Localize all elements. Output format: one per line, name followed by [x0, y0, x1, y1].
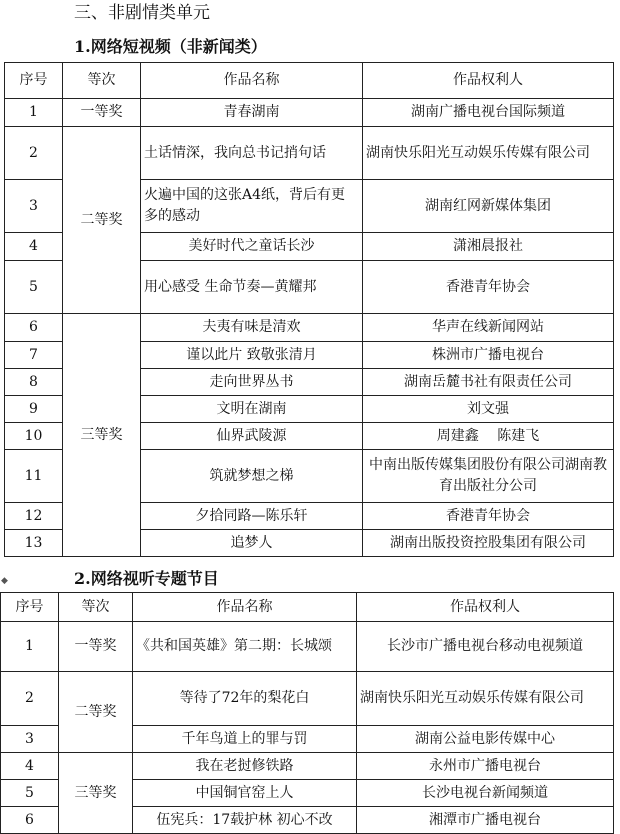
cell-work: 《共和国英雄》第二期：长城颂 [133, 622, 357, 672]
cell-work: 等待了72年的梨花白 [133, 672, 357, 726]
cell-owner: 香港青年协会 [363, 261, 614, 314]
cell-work: 我在老挝修铁路 [133, 753, 357, 780]
cell-work: 夕拾同路—陈乐轩 [141, 503, 363, 530]
cell-work: 美好时代之童话长沙 [141, 233, 363, 261]
cell-no: 3 [5, 180, 63, 233]
cell-owner: 刘文强 [363, 396, 614, 423]
header-owner: 作品权利人 [357, 593, 614, 622]
cell-owner: 湖南广播电视台国际频道 [363, 99, 614, 127]
cell-work: 仙界武陵源 [141, 423, 363, 450]
cell-owner: 湖南红网新媒体集团 [363, 180, 614, 233]
cell-owner: 长沙市广播电视台移动电视频道 [357, 622, 614, 672]
table-row [1, 753, 614, 780]
cell-work: 谨以此片 致敬张清月 [141, 342, 363, 369]
cell-work: 夫夷有味是清欢 [141, 314, 363, 342]
header-rank: 等次 [63, 63, 141, 99]
cell-owner: 长沙电视台新闻频道 [357, 780, 614, 807]
cell-no: 9 [5, 396, 63, 423]
table1-title: 1.网络短视频（非新闻类） [74, 37, 267, 56]
cell-no: 2 [1, 672, 59, 726]
cell-no: 3 [1, 726, 59, 753]
cell-work: 中国铜官窑上人 [133, 780, 357, 807]
cell-no: 7 [5, 342, 63, 369]
cell-work: 文明在湖南 [141, 396, 363, 423]
table-row [1, 622, 614, 672]
cell-work: 筑就梦想之梯 [141, 450, 363, 503]
table-short-video [4, 62, 614, 557]
cell-rank: 三等奖 [59, 753, 133, 834]
cell-rank: 三等奖 [63, 314, 141, 557]
cell-work: 土话情深，我向总书记捎句话 [141, 127, 363, 180]
cell-no: 5 [1, 780, 59, 807]
table-header-row [1, 593, 614, 622]
cell-rank: 二等奖 [59, 672, 133, 753]
table-special-program [0, 592, 614, 834]
cell-owner: 华声在线新闻网站 [363, 314, 614, 342]
cell-owner: 湖南岳麓书社有限责任公司 [363, 369, 614, 396]
cell-work: 千年鸟道上的罪与罚 [133, 726, 357, 753]
cell-owner: 潇湘晨报社 [363, 233, 614, 261]
cell-no: 2 [5, 127, 63, 180]
cell-no: 5 [5, 261, 63, 314]
header-owner: 作品权利人 [363, 63, 614, 99]
cell-owner: 株洲市广播电视台 [363, 342, 614, 369]
cell-work: 伍宪兵：17载护林 初心不改 [133, 807, 357, 834]
header-work: 作品名称 [141, 63, 363, 99]
header-work: 作品名称 [133, 593, 357, 622]
table-row [5, 314, 614, 342]
cell-no: 8 [5, 369, 63, 396]
cell-work: 用心感受 生命节奏—黄耀邦 [141, 261, 363, 314]
cell-no: 6 [1, 807, 59, 834]
section-title: 三、非剧情类单元 [74, 3, 210, 23]
table-row [1, 672, 614, 726]
cell-no: 4 [5, 233, 63, 261]
cell-rank: 二等奖 [63, 127, 141, 314]
cell-owner: 香港青年协会 [363, 503, 614, 530]
cell-work: 火遍中国的这张A4纸，背后有更多的感动 [141, 180, 363, 233]
table2-title: 2.网络视听专题节目 [74, 569, 219, 588]
cell-no: 4 [1, 753, 59, 780]
cell-work: 青春湖南 [141, 99, 363, 127]
cell-owner: 湖南公益电影传媒中心 [357, 726, 614, 753]
cell-owner: 周建鑫 陈建飞 [363, 423, 614, 450]
cell-rank: 一等奖 [59, 622, 133, 672]
cell-no: 13 [5, 530, 63, 557]
cell-no: 1 [1, 622, 59, 672]
header-rank: 等次 [59, 593, 133, 622]
cell-rank: 一等奖 [63, 99, 141, 127]
table-row [5, 99, 614, 127]
cursor-marker-icon: ◆ [1, 576, 8, 586]
table-header-row [5, 63, 614, 99]
cell-work: 走向世界丛书 [141, 369, 363, 396]
cell-owner: 湖南快乐阳光互动娱乐传媒有限公司 [357, 672, 614, 726]
cell-work: 追梦人 [141, 530, 363, 557]
cell-no: 6 [5, 314, 63, 342]
cell-no: 12 [5, 503, 63, 530]
table-row [5, 127, 614, 180]
cell-owner: 湖南出版投资控股集团有限公司 [363, 530, 614, 557]
cell-no: 11 [5, 450, 63, 503]
header-no: 序号 [1, 593, 59, 622]
cell-owner: 湖南快乐阳光互动娱乐传媒有限公司 [363, 127, 614, 180]
cell-no: 1 [5, 99, 63, 127]
header-no: 序号 [5, 63, 63, 99]
cell-owner: 中南出版传媒集团股份有限公司湖南教育出版社分公司 [363, 450, 614, 503]
cell-no: 10 [5, 423, 63, 450]
cell-owner: 永州市广播电视台 [357, 753, 614, 780]
cell-owner: 湘潭市广播电视台 [357, 807, 614, 834]
